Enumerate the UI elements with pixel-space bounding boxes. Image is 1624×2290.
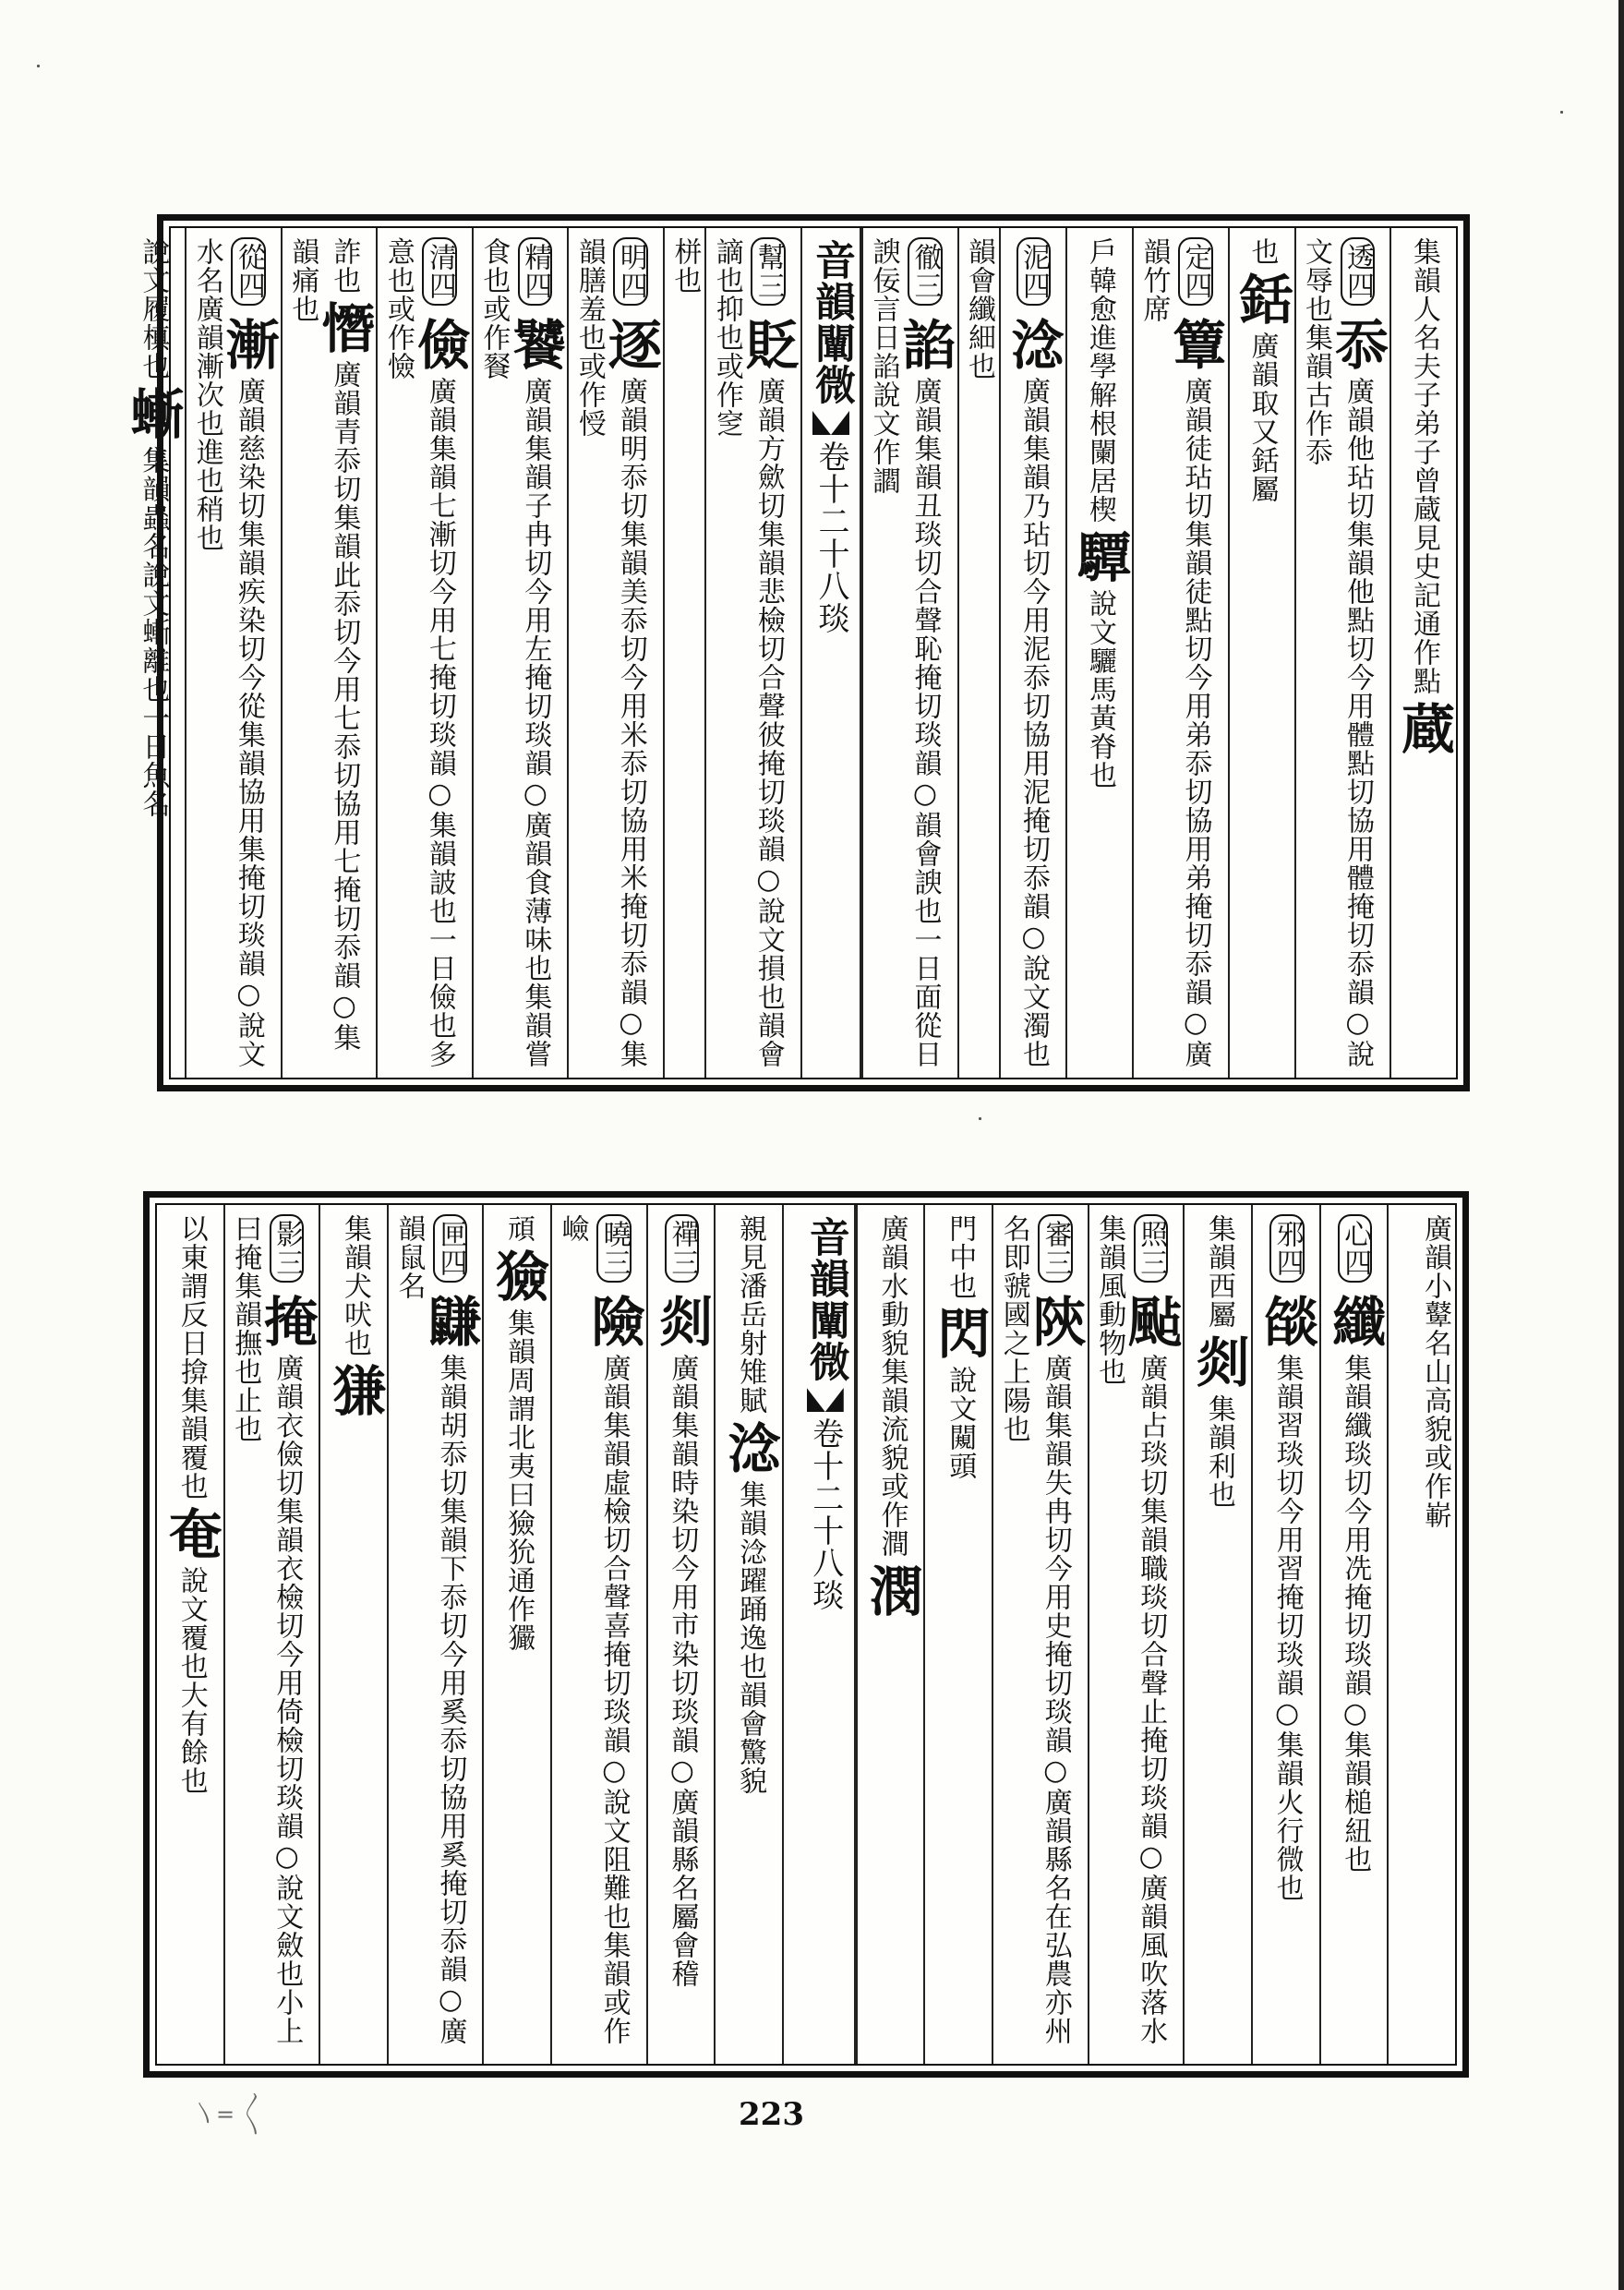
initial-tag: 透四 [1341, 237, 1376, 306]
gloss-text: 親見潘岳射雉賦 [734, 1214, 767, 1415]
book-spine-column [800, 228, 861, 1078]
spine-rhyme-count: 二十八琰 [806, 1482, 844, 1611]
gloss-text: 廣韻占琰切集韻職琰切合聲止掩切琰韻○廣韻風吹落水集韻風動物也 [1093, 1214, 1168, 2045]
headword: 纖 [1323, 1294, 1387, 1348]
gloss-text: 廣韻集韻時染切今用市染切琰韻○廣韻縣名屬會稽 [666, 1354, 699, 1988]
scan-edge [1618, 0, 1624, 2290]
gloss-text: 廣韻集韻乃玷切今用泥忝切協用泥掩切忝韻○說文濁也 [1017, 377, 1050, 1068]
headword: 剡 [650, 1294, 714, 1348]
headword: 諂 [893, 317, 956, 371]
spine-title: 音韻闡微 [801, 1216, 849, 1382]
initial-tag: 匣四 [433, 1214, 468, 1283]
headword: 儉 [407, 317, 471, 371]
dictionary-column [1294, 228, 1390, 1078]
headword: 貶 [736, 317, 800, 371]
gloss-text: 集韻蟲名說文螹離也一日魚名 [137, 446, 170, 818]
dictionary-column [1319, 1205, 1388, 2064]
headword: 閃 [928, 1306, 992, 1360]
initial-tag: 精四 [518, 237, 553, 306]
gloss-text: 集韻周謂北夷曰獫狁通作玁 [502, 1308, 535, 1652]
gloss-text: 廣韻青忝切集韻此忝切今用七忝切協用七掩切忝韻○集韻痛也 [286, 237, 361, 1052]
initial-tag: 影三 [270, 1214, 305, 1283]
page-number: 223 [739, 2096, 804, 2133]
gloss-text: 廣韻明忝切集韻美忝切今用米忝切協用米掩切忝韻○集韻膳羞也或作㥅 [572, 237, 647, 1068]
gloss-text: 廣韻水動貌集韻流貌或作澗 [875, 1214, 908, 1558]
dictionary-column [550, 1205, 646, 2064]
dictionary-column [157, 1205, 223, 2064]
gloss-text: 廣韻方歛切集韻悲檢切合聲彼掩切琰韻○說文損也韻會謫也抑也或作窆 [710, 237, 785, 1068]
dictionary-column [999, 228, 1065, 1078]
headword: 驔 [1068, 529, 1131, 584]
dictionary-column [704, 228, 800, 1078]
dictionary-column [376, 228, 472, 1078]
gloss-text: 門中也 [944, 1214, 977, 1300]
column-rows [157, 1205, 1455, 2064]
dictionary-column [281, 228, 377, 1078]
dictionary-column [185, 228, 281, 1078]
initial-tag: 明四 [613, 237, 648, 306]
gloss-text: 廣韻集韻子冉切今用左掩切琰韻○廣韻食薄味也集韻嘗食也或作䬸 [477, 237, 552, 1068]
gloss-text: 廣韻慈染切集韻疾染切今從集韻協用集掩切琰韻○說文水名廣韻漸次也進也稍也 [190, 237, 265, 1068]
dictionary-column [1389, 228, 1456, 1078]
headword: 剡 [1186, 1334, 1250, 1389]
headword: 逐 [598, 317, 662, 371]
dictionary-column [1183, 1205, 1251, 2064]
dictionary-panel-bottom [143, 1191, 1469, 2078]
initial-tag: 從四 [231, 237, 266, 306]
initial-tag: 徹三 [908, 237, 943, 306]
column-rows [121, 228, 1456, 1078]
dictionary-column [957, 228, 1000, 1078]
gloss-text: 韻會纖細也 [963, 237, 995, 380]
dictionary-column [472, 228, 568, 1078]
dictionary-column [1088, 1205, 1184, 2064]
gloss-text: 廣韻徒玷切集韻徒點切今用弟忝切協用弟掩切忝韻○廣韻竹席 [1137, 237, 1212, 1068]
headword: 蔵 [1392, 701, 1455, 755]
initial-tag: 幫三 [751, 237, 786, 306]
scan-speck [979, 1117, 981, 1120]
gloss-text: 也 [1245, 237, 1279, 266]
headword: 颭 [1119, 1294, 1183, 1348]
gloss-text: 集韻西屬 [1202, 1214, 1235, 1329]
headword: 淰 [718, 1420, 782, 1475]
gloss-text: 集韻胡忝切集韻下忝切今用奚忝切協用奚掩切忝韻○廣韻鼠名 [392, 1214, 467, 2045]
headword: 險 [582, 1294, 645, 1348]
dictionary-column [120, 228, 185, 1078]
headword: 忝 [1326, 317, 1389, 371]
headword: 銛 [1230, 271, 1293, 326]
gloss-text: 說文覆也大有餘也 [174, 1566, 208, 1795]
dictionary-panel-top [121, 214, 1470, 1091]
dictionary-column [714, 1205, 782, 2064]
gloss-text: 集韻纖琰切今用冼掩切琰韻○集韻槌紐也 [1339, 1354, 1372, 1874]
initial-tag: 禪三 [665, 1214, 700, 1283]
gloss-text: 頑 [502, 1214, 535, 1243]
initial-tag: 心四 [1338, 1214, 1373, 1283]
gloss-text: 說文履槙也 [137, 237, 170, 380]
dictionary-column [856, 1205, 924, 2064]
dictionary-column [861, 228, 957, 1078]
initial-tag: 照三 [1134, 1214, 1169, 1283]
dictionary-column [1065, 228, 1132, 1078]
headword: 憯 [312, 300, 376, 355]
spine-volume: 卷十 [812, 440, 849, 505]
headword: 獫 [487, 1248, 550, 1303]
headword: 㺌 [322, 1363, 386, 1417]
dictionary-column [319, 1205, 387, 2064]
gloss-text: 廣韻小鼙名山高貌或作嶄 [1419, 1214, 1451, 1529]
dictionary-column [646, 1205, 715, 2064]
headword: 螹 [121, 386, 185, 440]
initial-tag: 泥四 [1017, 237, 1052, 306]
margin-scribble: 〵= 〱 [194, 2102, 264, 2127]
gloss-text: 集韻習琰切今用習掩切琰韻○集韻火行微也 [1270, 1354, 1304, 1902]
dictionary-column [992, 1205, 1088, 2064]
fish-tail-mark-icon [812, 411, 849, 435]
gloss-text: 廣韻他玷切集韻他點切今用體點切協用體掩切忝韻○說文辱也集韻古作忝 [1300, 237, 1374, 1068]
dictionary-column [567, 228, 663, 1078]
headword: 簟 [1163, 317, 1227, 371]
gloss-text: 集韻淰躍踊逸也韻會驚貌 [734, 1480, 767, 1795]
initial-tag: 清四 [422, 237, 457, 306]
book-spine-column [782, 1205, 856, 2064]
gloss-text: 廣韻集韻失冉切今用史掩切琰韻○廣韻縣名在弘農亦州名即虢國之上陽也 [997, 1214, 1072, 2045]
headword: 燄 [1255, 1294, 1318, 1348]
gloss-text: 廣韻集韻虛檢切合聲喜掩切琰韻○說文阻難也集韻或作嶮 [556, 1214, 631, 2045]
gloss-text: 栟也 [668, 237, 702, 295]
dictionary-column [1387, 1205, 1455, 2064]
headword: 掩 [255, 1294, 319, 1348]
gloss-text: 集韻犬吠也 [338, 1214, 371, 1357]
headword: 潣 [860, 1563, 923, 1618]
fish-tail-mark-icon [807, 1388, 844, 1412]
headword: 奄 [159, 1506, 223, 1561]
dictionary-column [1251, 1205, 1319, 2064]
gloss-text: 廣韻衣儉切集韻衣檢切今用倚檢切琰韻○說文斂也小上曰掩集韻撫也止也 [229, 1214, 304, 2045]
initial-tag: 審三 [1038, 1214, 1073, 1283]
headword: 陝 [1023, 1294, 1087, 1348]
gloss-text: 說文闚頭 [944, 1366, 977, 1480]
gloss-text: 集韻人名夫子弟子曾蔵見史記通作點 [1408, 237, 1440, 695]
dictionary-column [1132, 228, 1228, 1078]
spine-rhyme-count: 二十八琰 [812, 505, 849, 634]
dictionary-column [923, 1205, 992, 2064]
gloss-text: 廣韻取又銛屬 [1245, 331, 1279, 503]
initial-tag: 曉三 [596, 1214, 632, 1283]
spine-title: 音韻闡微 [808, 239, 855, 405]
initial-tag: 定四 [1178, 237, 1213, 306]
spine-volume: 卷十 [806, 1417, 844, 1482]
headword: 饕 [503, 317, 567, 371]
scan-speck [37, 65, 40, 67]
initial-tag: 邪四 [1269, 1214, 1305, 1283]
dictionary-column [482, 1205, 550, 2064]
gloss-text: 集韻利也 [1202, 1394, 1235, 1509]
dictionary-column [223, 1205, 319, 2064]
dictionary-column [1228, 228, 1294, 1078]
headword: 鼸 [418, 1294, 482, 1348]
gloss-text: 以東謂反日揜集韻覆也 [174, 1214, 208, 1501]
dictionary-column [663, 228, 705, 1078]
gloss-text: 詐也 [328, 237, 361, 295]
dictionary-column [387, 1205, 483, 2064]
headword: 漸 [216, 317, 280, 371]
scan-speck [1560, 111, 1563, 114]
headword: 淰 [1002, 317, 1065, 371]
gloss-text: 廣韻集韻七漸切今用七掩切琰韻○集韻詖也一日儉也多意也或作憸 [381, 237, 456, 1068]
gloss-text: 廣韻集韻丑琰切合聲恥掩切琰韻○韻會諛也一日面從日諛佞言日諂說文作讇 [867, 237, 942, 1068]
gloss-text: 說文驪馬黃脊也 [1084, 589, 1116, 789]
gloss-text: 戶韓愈進學解根闌居楔 [1084, 237, 1116, 524]
